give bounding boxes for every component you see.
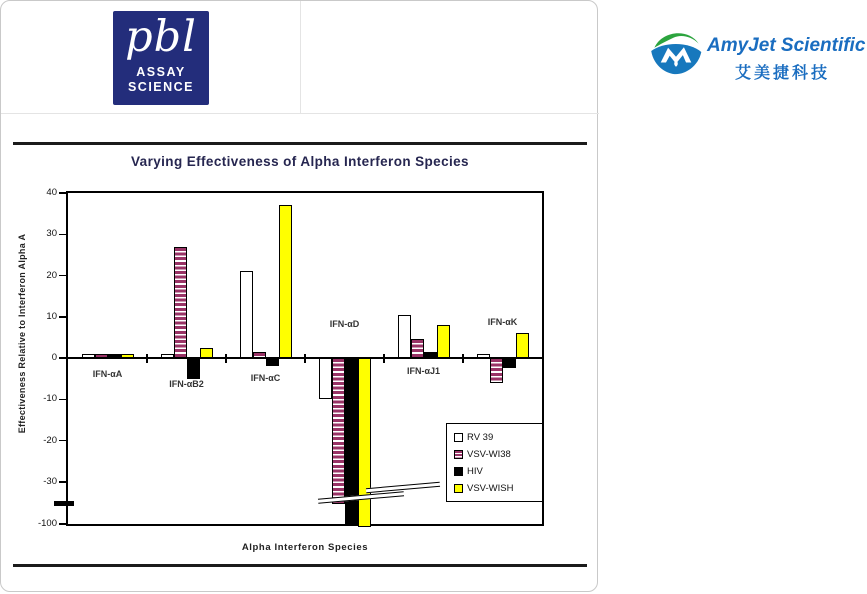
amyjet-globe-icon bbox=[647, 27, 705, 77]
y-tick-label: -10 bbox=[43, 393, 57, 405]
bottom-divider-rule bbox=[13, 564, 587, 567]
y-axis-tick bbox=[59, 316, 68, 318]
y-tick-label: -100 bbox=[37, 518, 57, 529]
pbl-logo bbox=[113, 11, 209, 105]
top-divider-rule bbox=[13, 142, 587, 145]
x-axis-title: Alpha Interferon Species bbox=[241, 542, 369, 553]
bar-vsv-wish-5 bbox=[516, 333, 529, 358]
pbl-logo-line2: SCIENCE bbox=[127, 80, 195, 94]
bar-vsv-wish-3 bbox=[358, 358, 371, 527]
amyjet-logo-name: AmyJet Scientific bbox=[707, 35, 866, 56]
legend-swatch-0 bbox=[454, 433, 463, 442]
plot-inner bbox=[37, 187, 542, 529]
bar-vsv-wi38-0 bbox=[95, 354, 108, 358]
x-axis-tick bbox=[304, 354, 306, 363]
header-right-cell bbox=[301, 1, 866, 114]
legend-swatch-1 bbox=[454, 450, 463, 459]
bar-rv-39-3 bbox=[319, 358, 332, 399]
y-tick-label: 10 bbox=[46, 310, 57, 322]
pbl-logo-line1: ASSAY bbox=[136, 65, 186, 79]
bar-hiv-1 bbox=[187, 358, 200, 379]
bar-hiv-2 bbox=[266, 358, 279, 366]
pbl-wordmark: pbl bbox=[125, 12, 197, 62]
bar-vsv-wi38-4 bbox=[411, 339, 424, 358]
bar-vsv-wish-0 bbox=[121, 354, 134, 358]
x-axis-tick bbox=[225, 354, 227, 363]
legend-item-2 bbox=[454, 463, 542, 480]
y-tick-label: -30 bbox=[43, 475, 57, 487]
bar-vsv-wi38-3 bbox=[332, 358, 345, 504]
y-tick-label: 40 bbox=[46, 187, 57, 198]
legend-label-0: RV 39 bbox=[467, 432, 494, 443]
legend-item-1 bbox=[454, 446, 542, 463]
bar-hiv-5 bbox=[503, 358, 516, 368]
y-axis-tick bbox=[59, 440, 68, 442]
y-axis-tick bbox=[59, 234, 68, 236]
bar-rv-39-1 bbox=[161, 354, 174, 358]
y-axis-tick bbox=[59, 481, 68, 483]
bar-vsv-wi38-5 bbox=[490, 358, 503, 383]
bar-rv-39-0 bbox=[82, 354, 95, 358]
y-tick-label: 0 bbox=[51, 352, 57, 363]
category-label-5: IFN-αK bbox=[487, 316, 518, 327]
y-axis-title: Effectiveness Relative to Interferon Alpha A bbox=[17, 233, 27, 434]
bar-rv-39-4 bbox=[398, 315, 411, 358]
y-axis-tick bbox=[59, 399, 68, 401]
bar-vsv-wi38-2 bbox=[253, 352, 266, 358]
category-label-4: IFN-αJ1 bbox=[406, 366, 441, 377]
category-label-0: IFN-αA bbox=[92, 368, 123, 379]
x-axis-tick bbox=[146, 354, 148, 363]
bar-vsv-wish-2 bbox=[279, 205, 292, 358]
bar-vsv-wish-1 bbox=[200, 348, 213, 358]
chart-title: Varying Effectiveness of Alpha Interferon Species bbox=[131, 154, 469, 169]
category-label-1: IFN-αB2 bbox=[169, 378, 204, 389]
bar-vsv-wish-4 bbox=[437, 325, 450, 358]
category-label-3: IFN-αD bbox=[329, 319, 360, 329]
y-axis-tick bbox=[59, 523, 68, 525]
legend-item-0 bbox=[454, 429, 542, 446]
y-axis-tick bbox=[59, 192, 68, 194]
legend-label-3: VSV-WISH bbox=[467, 483, 514, 494]
legend-swatch-2 bbox=[454, 467, 463, 476]
legend-label-1: VSV-WI38 bbox=[467, 449, 511, 460]
y-tick-label: 30 bbox=[46, 228, 57, 240]
x-axis-tick bbox=[383, 354, 385, 363]
bar-rv-39-5 bbox=[477, 354, 490, 358]
y-axis-tick bbox=[59, 275, 68, 277]
bar-hiv-0 bbox=[108, 354, 121, 358]
legend-item-3 bbox=[454, 480, 542, 497]
legend-swatch-3 bbox=[454, 484, 463, 493]
category-label-2: IFN-αC bbox=[250, 372, 281, 383]
legend-label-2: HIV bbox=[467, 466, 483, 477]
bar-vsv-wi38-1 bbox=[174, 247, 187, 358]
plot-frame bbox=[37, 187, 544, 529]
x-axis-tick bbox=[462, 354, 464, 363]
y-tick-label: 20 bbox=[46, 269, 57, 281]
y-axis-break-mark bbox=[54, 501, 74, 506]
bar-rv-39-2 bbox=[240, 271, 253, 358]
y-axis-tick bbox=[59, 357, 68, 359]
legend bbox=[446, 423, 543, 502]
y-tick-label: -20 bbox=[43, 434, 57, 446]
bar-hiv-4 bbox=[424, 352, 437, 358]
amyjet-logo-chinese-name: 艾美捷科技 bbox=[735, 65, 831, 82]
header-left-cell bbox=[1, 1, 301, 114]
